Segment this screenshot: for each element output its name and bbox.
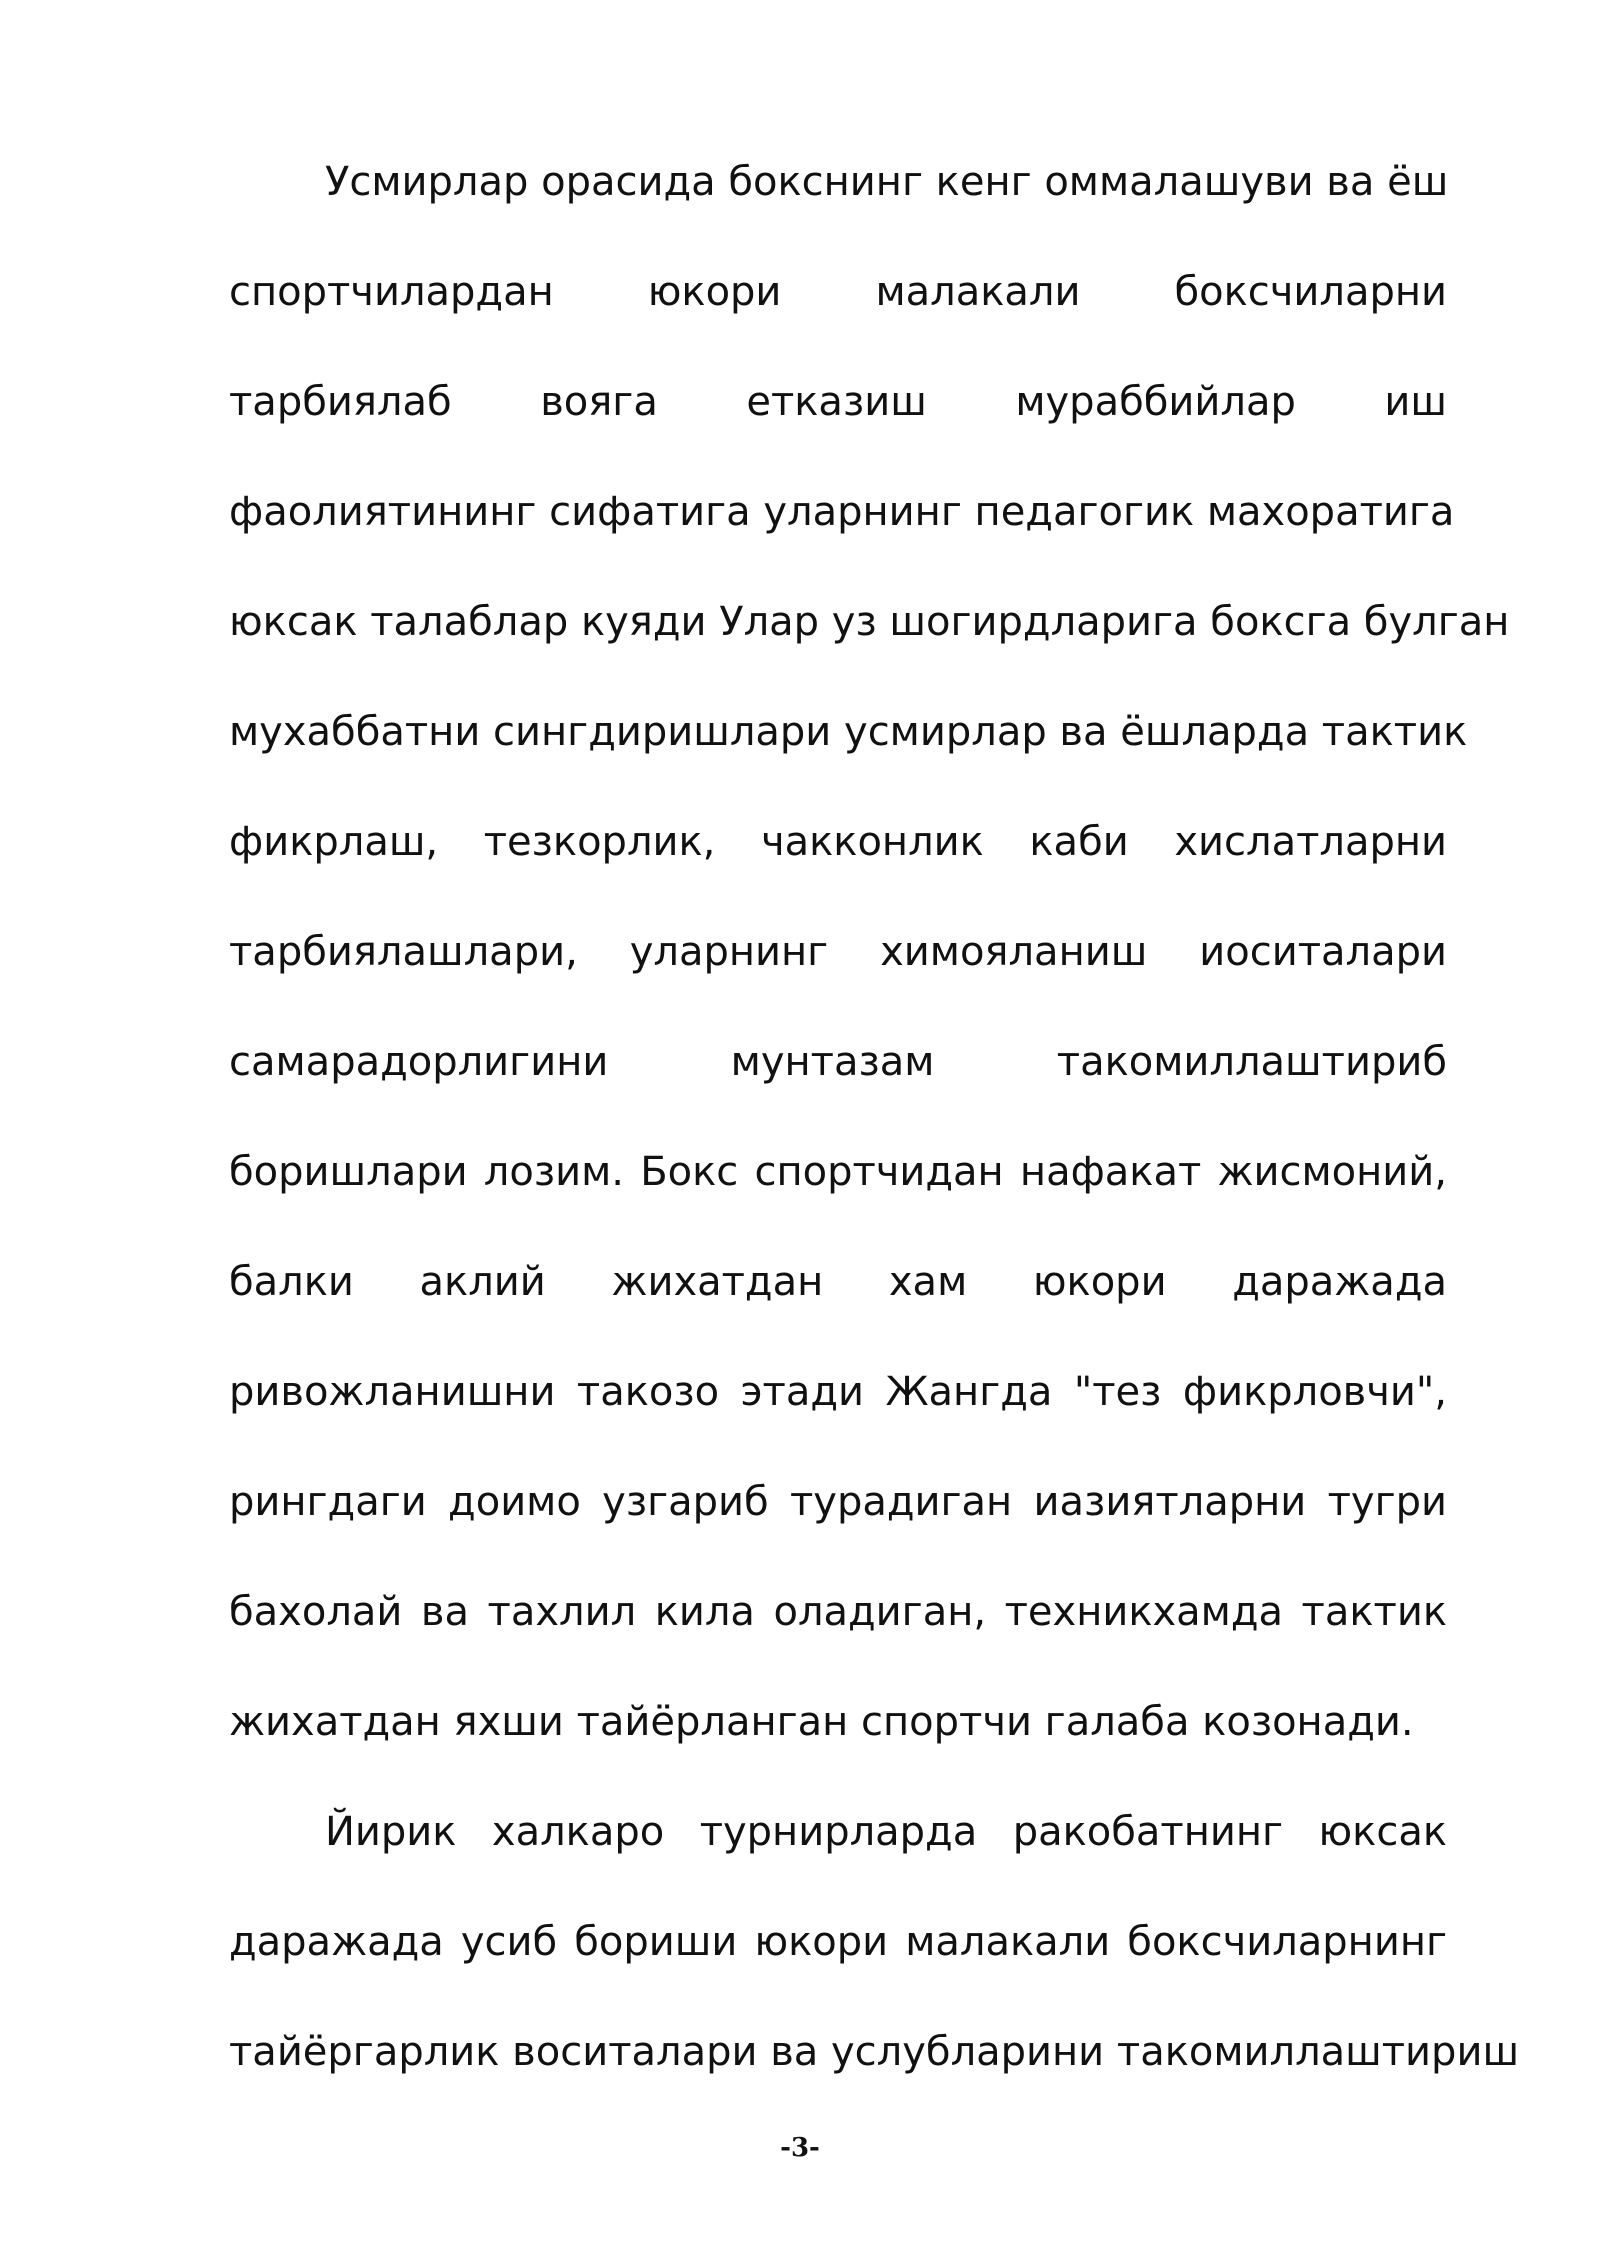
paragraph-1-line-3: тарбиялаб вояга етказиш мураббийлар иш [229,379,1447,425]
page-number: -3- [780,2133,820,2163]
paragraph-1-line-6: мухаббатни сингдиришлари усмирлар ва ёшларда тактик [229,709,1468,755]
paragraph-2-line-3: тайёргарлик воситалари ва услубларини такомиллаштириш [229,2029,1520,2075]
paragraph-1-line-14: бахолай ва тахлил кила оладиган, техникхамда тактик [229,1589,1447,1635]
paragraph-1-line-1: Усмирлар орасида бокснинг кенг оммалашуви ва ёш [325,159,1449,205]
paragraph-1-line-8: тарбиялашлари, уларнинг химояланиш иоситалари [229,929,1447,975]
paragraph-1-line-4: фаолиятининг сифатига уларнинг педагогик махоратига [229,489,1455,535]
paragraph-1-line-7: фикрлаш, тезкорлик, чакконлик каби хислатларни [229,819,1447,865]
paragraph-1-line-5: юксак талаблар куяди Улар уз шогирдларига боксга булган [229,599,1510,645]
paragraph-1-line-11: балки аклий жихатдан хам юкори даражада [229,1259,1447,1305]
paragraph-1-line-9: самарадорлигини мунтазам такомиллаштириб [229,1039,1447,1085]
paragraph-1-line-2: спортчилардан юкори малакали боксчиларни [229,269,1447,315]
paragraph-1-line-15: жихатдан яхши тайёрланган спортчи галаба козонади. [229,1699,1414,1745]
paragraph-2-line-2: даражада усиб бориши юкори малакали боксчиларнинг [229,1919,1447,1965]
paragraph-1-line-12: ривожланишни такозо этади Жангда "тез фикрловчи", [229,1369,1447,1415]
paragraph-1-line-10: боришлари лозим. Бокс спортчидан нафакат жисмоний, [229,1149,1447,1195]
paragraph-1-line-13: рингдаги доимо узгариб турадиган иазиятларни тугри [229,1479,1447,1525]
paragraph-2-line-1: Йирик халкаро турнирларда ракобатнинг юксак [325,1809,1447,1855]
